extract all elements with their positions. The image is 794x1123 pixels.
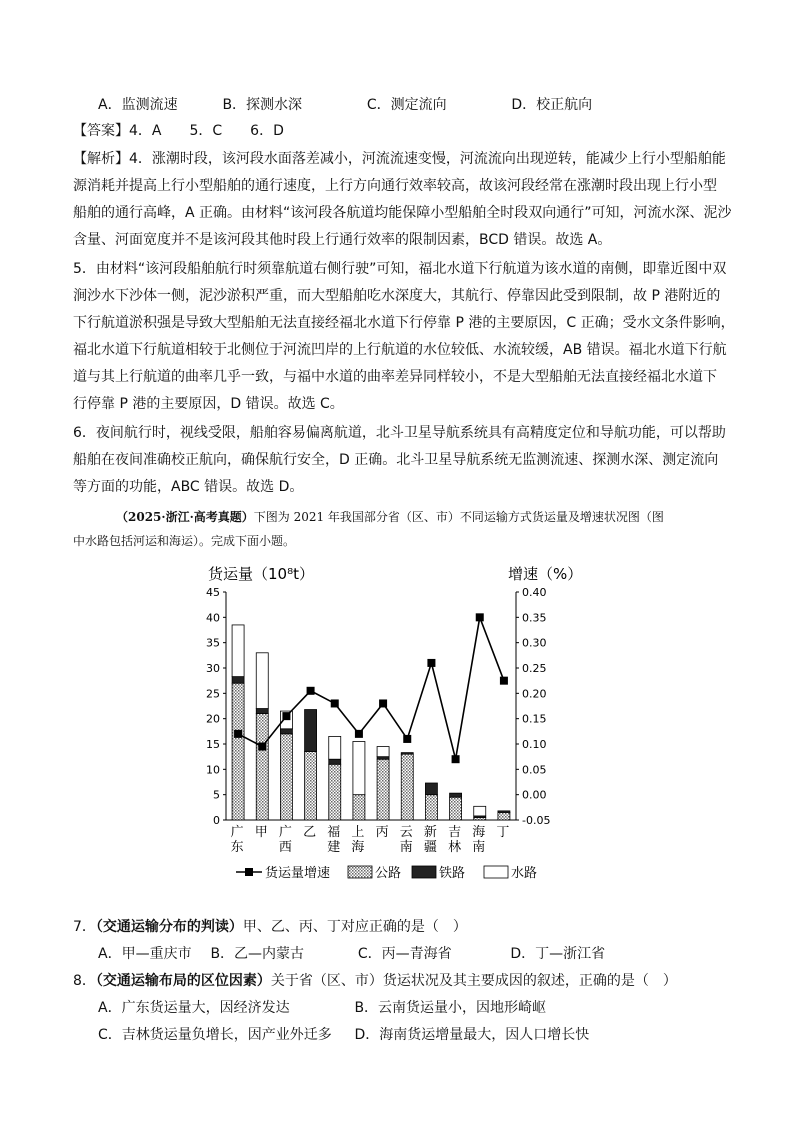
- q7-tag: （交通运输分布的判读）: [95, 919, 243, 935]
- legend-label-growth: 货运量增速: [265, 866, 331, 881]
- freight-chart: [190, 558, 583, 888]
- category-label: 丙: [375, 825, 389, 840]
- analysis-line: 行停靠 P 港的主要原因，D 错误。故选 C。: [73, 396, 344, 412]
- q7-option-b: B．乙—内蒙古: [210, 946, 305, 962]
- bar-铁路: [401, 753, 413, 755]
- option-d: D．校正航向: [511, 97, 593, 113]
- q7-options: [98, 945, 754, 963]
- analysis-line: 等方面的功能，ABC 错误。故选 D。: [73, 479, 304, 495]
- intro-line-1: [116, 508, 754, 526]
- bar-公路: [232, 683, 244, 820]
- category-label: 乙: [303, 825, 317, 840]
- bar-公路: [425, 795, 437, 820]
- left-tick-label: 5: [213, 788, 220, 802]
- growth-line: [234, 613, 508, 763]
- category-label: 南: [399, 840, 413, 855]
- option-a: A．监测流速: [98, 97, 178, 113]
- bar-水路: [474, 806, 486, 816]
- q8-tag: （交通运输布局的区位因素）: [95, 973, 271, 989]
- growth-point: [258, 743, 266, 751]
- right-tick-label: 0.40: [522, 586, 547, 599]
- legend-swatch-road: [348, 866, 372, 878]
- bar-公路: [353, 795, 365, 820]
- left-tick-label: 30: [206, 662, 220, 675]
- left-axis-label: 货运量（10⁸t）: [208, 565, 314, 583]
- intro-source: （2025·浙江·高考真题）: [116, 510, 254, 524]
- bar-水路: [232, 625, 244, 677]
- bar-公路: [280, 734, 292, 820]
- growth-point: [403, 735, 411, 743]
- category-label: 云: [399, 825, 413, 840]
- bar-水路: [377, 747, 389, 757]
- category-label: 甲: [254, 825, 268, 840]
- right-tick-label: 0.30: [522, 636, 547, 650]
- left-tick-label: 45: [206, 586, 220, 599]
- option-b: B．探测水深: [222, 97, 303, 113]
- bar-铁路: [329, 759, 341, 764]
- bar-公路: [305, 752, 317, 820]
- q8-option-d: D．海南货运增量最大，因人口增长快: [354, 1027, 590, 1043]
- category-label: 丁: [496, 825, 510, 840]
- analysis-line: 6．夜间航行时，视线受限，船舶容易偏离航道，北斗卫星导航系统具有高精度定位和导航功能，可以帮助: [73, 425, 726, 441]
- analysis-line: 源消耗并提高上行小型船舶的通行速度，上行方向通行效率较高，故该河段经常在涨潮时段出现上行小型: [73, 178, 717, 194]
- q7-stem: [73, 918, 754, 936]
- growth-point: [282, 712, 290, 720]
- legend: [236, 865, 537, 881]
- growth-point: [500, 677, 508, 685]
- growth-point: [427, 659, 435, 667]
- growth-point: [379, 699, 387, 707]
- right-tick-label: 0.05: [522, 763, 547, 777]
- legend-label-water: 水路: [511, 866, 538, 881]
- legend-label-road: 公路: [375, 866, 402, 881]
- bar-铁路: [450, 793, 462, 797]
- right-tick-label: -0.05: [522, 814, 551, 827]
- bar-公路: [450, 797, 462, 820]
- bar-铁路: [256, 709, 268, 714]
- right-axis-label: 增速（%）: [508, 565, 583, 583]
- bars: [232, 625, 510, 820]
- q8-options-row2: [98, 1026, 754, 1044]
- q7-text: 甲、乙、丙、丁对应正确的是（ ）: [242, 919, 467, 935]
- left-tick-label: 10: [206, 763, 220, 777]
- analysis-line: 下行航道淤积强是导致大型船舶无法直接经福北水道下行停靠 P 港的主要原因，C 正确；受水文条件影响，: [73, 315, 735, 331]
- analysis-line: 【解析】4．涨潮时段，该河段水面落差减小，河流流速变慢，河流流向出现逆转，能减少上行小型船舶能: [73, 151, 726, 167]
- legend-label-rail: 铁路: [439, 866, 466, 881]
- q7-option-d: D．丁—浙江省: [510, 946, 606, 962]
- analysis-line: 船舶在夜间准确校正航向，确保航行安全，D 正确。北斗卫星导航系统无监测流速、探测水深、测定流向: [73, 452, 719, 468]
- category-label: 海: [351, 840, 365, 855]
- category-label: 广: [278, 825, 292, 840]
- legend-swatch-rail: [412, 866, 436, 878]
- growth-point: [307, 687, 315, 695]
- analysis-line: 船舶的通行高峰，A 正确。由材料“该河段各航道均能保障小型船舶全时段双向通行”可知，河流水深、泥沙: [73, 205, 732, 221]
- growth-polyline: [238, 617, 504, 759]
- option-c: C．测定流向: [366, 97, 447, 113]
- category-label: 疆: [423, 840, 437, 855]
- prev-question-options: [98, 96, 754, 114]
- bar-公路: [377, 759, 389, 820]
- growth-point: [452, 755, 460, 763]
- category-label: 吉: [448, 825, 462, 840]
- q8-stem: [73, 972, 754, 990]
- category-label: 新: [423, 825, 437, 840]
- bar-铁路: [280, 729, 292, 734]
- bar-水路: [256, 653, 268, 709]
- q7-option-c: C．丙—青海省: [357, 946, 452, 962]
- bar-铁路: [425, 783, 437, 795]
- right-tick-label: 0.20: [522, 687, 547, 701]
- category-label: 东: [230, 840, 244, 855]
- category-label: 海: [472, 825, 486, 840]
- analysis-line: 道与其上行航道的曲率几乎一致，与福中水道的曲率差异同样较小，不是大型船舶无法直接经福北水道下: [73, 369, 717, 385]
- q8-options-row1: [98, 999, 754, 1017]
- bar-铁路: [498, 811, 510, 813]
- analysis-line: 5．由材料“该河段船舶航行时须靠航道右侧行驶”可知，福北水道下行航道为该水道的南侧，即靠近图中双: [73, 261, 727, 277]
- left-tick-label: 20: [206, 712, 220, 726]
- q7-num: 7．: [73, 919, 96, 935]
- growth-point: [355, 730, 363, 738]
- bar-公路: [329, 764, 341, 820]
- q7-option-a: A．甲—重庆市: [98, 946, 192, 962]
- left-tick-label: 15: [206, 738, 220, 751]
- right-tick-label: 0.35: [522, 611, 547, 625]
- right-tick-label: 0.00: [522, 788, 547, 802]
- legend-line-marker: [245, 868, 253, 876]
- category-label: 西: [278, 840, 292, 855]
- intro-text: 下图为 2021 年我国部分省（区、市）不同运输方式货运量及增速状况图（图: [253, 510, 664, 524]
- category-label: 南: [472, 840, 486, 855]
- right-tick-label: 0.15: [522, 712, 547, 726]
- bar-水路: [329, 736, 341, 759]
- right-tick-label: 0.25: [522, 662, 547, 675]
- intro-line-2: 中水路包括河运和海运）。完成下面小题。: [73, 534, 296, 548]
- analysis-line: 福北水道下行航道相较于北侧位于河流凹岸的上行航道的水位较低、水流较缓，AB 错误。福北水道下行航: [73, 342, 727, 358]
- left-tick-label: 40: [206, 611, 220, 625]
- category-label: 广: [230, 825, 244, 840]
- bar-铁路: [305, 710, 317, 752]
- q8-text: 关于省（区、市）货运状况及其主要成因的叙述，正确的是（ ）: [270, 973, 677, 989]
- category-label: 福: [327, 825, 341, 840]
- q8-num: 8．: [73, 973, 96, 989]
- category-label: 建: [327, 840, 341, 855]
- growth-point: [234, 730, 242, 738]
- bar-公路: [401, 754, 413, 820]
- category-label: 林: [448, 840, 462, 855]
- bar-铁路: [232, 677, 244, 684]
- left-tick-label: 25: [206, 687, 220, 701]
- category-label: 上: [351, 825, 365, 840]
- answer-line: 【答案】4．A 5．C 6．D: [73, 123, 284, 139]
- legend-swatch-water: [484, 866, 508, 878]
- q8-option-b: B．云南货运量小，因地形崎岖: [354, 1000, 547, 1016]
- growth-point: [476, 613, 484, 621]
- bar-水路: [353, 741, 365, 794]
- left-tick-label: 35: [206, 636, 220, 650]
- q8-option-c: C．吉林货运量负增长，因产业外迁多: [98, 1027, 332, 1043]
- category-labels: [231, 824, 510, 855]
- q8-option-a: A．广东货运量大，因经济发达: [98, 1000, 290, 1016]
- bar-公路: [256, 714, 268, 820]
- analysis-line: 含量、河面宽度并不是该河段其他时段上行通行效率的限制因素，BCD 错误。故选 A。: [73, 232, 612, 248]
- left-tick-label: 0: [213, 814, 220, 827]
- growth-point: [331, 699, 339, 707]
- analysis-line: 涧沙水下沙体一侧，泥沙淤积严重，而大型船舶吃水深度大，其航行、停靠因此受到限制，故 P 港附近的: [73, 288, 721, 304]
- right-tick-label: 0.10: [522, 738, 547, 751]
- bar-公路: [498, 812, 510, 820]
